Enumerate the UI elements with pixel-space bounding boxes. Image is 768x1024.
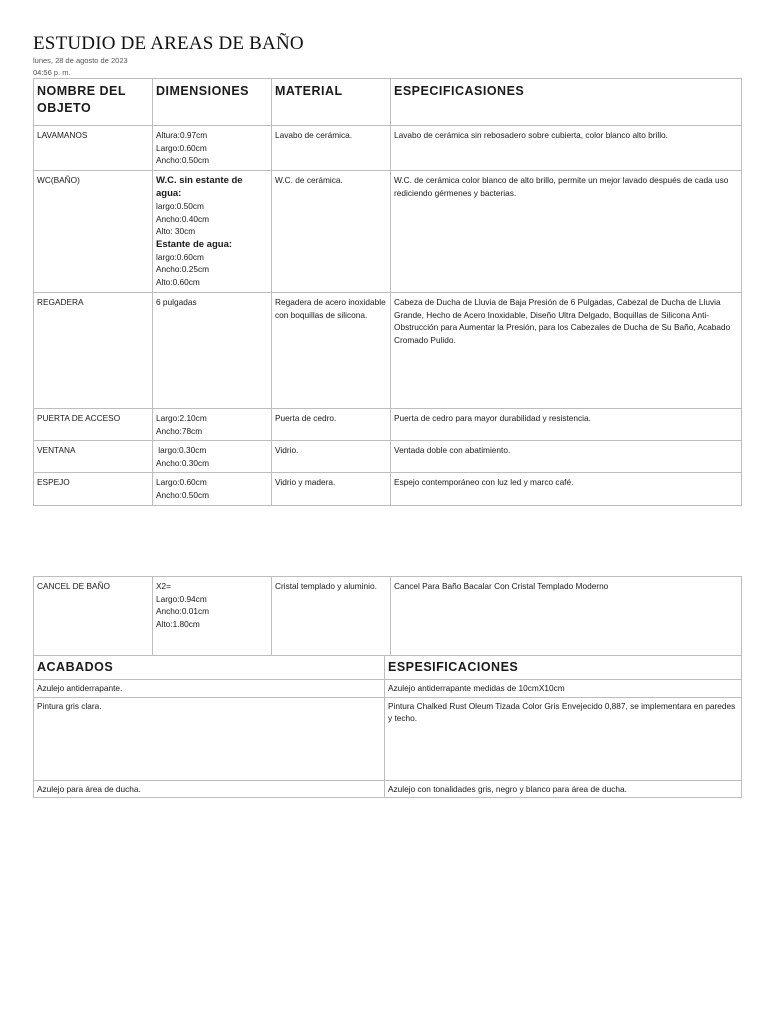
table-row (34, 441, 742, 473)
object-material: Lavabo de cerámica. (272, 126, 391, 171)
object-spec: Puerta de cedro para mayor durabilidad y resistencia. (391, 409, 742, 441)
object-dimensions (153, 473, 272, 506)
dimension-line: Largo:0.60cm (156, 477, 207, 487)
document-time: 04:56 p. m. (33, 68, 71, 77)
dimension-line: Largo:0.94cm (156, 593, 207, 604)
header-espesificaciones: ESPESIFICACIONES (385, 656, 742, 680)
object-name: VENTANA (34, 441, 153, 473)
header-acabados: ACABADOS (34, 656, 385, 680)
object-name: CANCEL DE BAÑO (34, 577, 153, 656)
object-name: ESPEJO (34, 473, 153, 506)
dimension-line: Alto:1.80cm (156, 618, 200, 629)
dimension-line: Largo:0.60cm (156, 142, 207, 153)
table-header-row (34, 79, 742, 126)
dimension-line: Altura:0.97cm (156, 130, 208, 140)
header-especificaciones: ESPECIFICASIONES (391, 79, 742, 126)
object-spec: Cabeza de Ducha de Lluvia de Baja Presión de 6 Pulgadas, Cabezal de Ducha de Lluvia Grande, Hecho de Acero Inoxidable, Diseño Ultra Delgado, Boquillas de Silicona Anti-Obstrucción para Aumentar la Presión, para los Cabezales de Ducha de Su Baño, Acabado Cromado Pulido. (391, 293, 742, 409)
acabado-spec: Azulejo con tonalidades gris, negro y blanco para área de ducha. (385, 780, 742, 798)
object-name: PUERTA DE ACCESO (34, 409, 153, 441)
table-row (34, 409, 742, 441)
object-name: WC(BAÑO) (34, 171, 153, 293)
dimension-line: largo:0.30cm (156, 445, 207, 455)
table-row (34, 577, 742, 656)
dimension-subheading: W.C. sin estante de agua: (156, 175, 243, 199)
dimension-line: Ancho:0.40cm (156, 213, 210, 224)
object-material: W.C. de cerámica. (272, 171, 391, 293)
table-row (34, 473, 742, 506)
objects-table (33, 78, 742, 506)
cancel-table (33, 576, 742, 656)
header-dimensiones: DIMENSIONES (153, 79, 272, 126)
dimension-line: X2= (156, 581, 171, 591)
table-row (34, 780, 742, 798)
acabado-spec: Azulejo antiderrapante medidas de 10cmX10cm (385, 680, 742, 698)
object-material: Cristal templado y aluminio. (272, 577, 391, 656)
table-row (34, 697, 742, 780)
object-dimensions (153, 171, 272, 293)
object-material: Vidrio y madera. (272, 473, 391, 506)
table-row (34, 126, 742, 171)
document-date: lunes, 28 de agosto de 2023 (33, 56, 128, 65)
dimension-line: Ancho:78cm (156, 425, 203, 436)
object-dimensions (153, 409, 272, 441)
object-spec: W.C. de cerámica color blanco de alto brillo, permite un mejor lavado después de cada uso rediciendo gérmenes y bacterias. (391, 171, 742, 293)
dimension-line: Ancho:0.50cm (156, 489, 210, 500)
object-material: Vidrio. (272, 441, 391, 473)
table-row (34, 293, 742, 409)
object-dimensions (153, 441, 272, 473)
acabado-name: Azulejo antiderrapante. (34, 680, 385, 698)
dimension-line: Ancho:0.25cm (156, 264, 210, 274)
acabado-name: Pintura gris clara. (34, 697, 385, 780)
document-title: ESTUDIO DE AREAS DE BAÑO (33, 33, 304, 54)
dimension-line: Ancho:0.30cm (156, 457, 210, 468)
object-spec: Espejo contemporáneo con luz led y marco café. (391, 473, 742, 506)
object-spec: Ventada doble con abatimiento. (391, 441, 742, 473)
table-row (34, 680, 742, 698)
acabado-spec: Pintura Chalked Rust Oleum Tizada Color Gris Envejecido 0,887, se implementara en paredes y techo. (385, 697, 742, 780)
object-material: Puerta de cedro. (272, 409, 391, 441)
object-spec: Cancel Para Baño Bacalar Con Cristal Templado Moderno (391, 577, 742, 656)
acabados-table (33, 655, 742, 798)
dimension-line: largo:0.50cm (156, 201, 204, 211)
header-material: MATERIAL (272, 79, 391, 126)
object-dimensions: 6 pulgadas (153, 293, 272, 409)
dimension-subheading: Estante de agua: (156, 238, 233, 250)
dimension-line: Ancho:0.01cm (156, 606, 210, 616)
dimension-line: Ancho:0.50cm (156, 155, 210, 165)
header-nombre: NOMBRE DEL OBJETO (34, 79, 153, 126)
dimension-line: Alto: 30cm (156, 226, 196, 236)
table-row (34, 171, 742, 293)
dimension-line: Largo:2.10cm (156, 413, 207, 423)
dimension-line: Alto:0.60cm (156, 276, 200, 287)
object-material: Regadera de acero inoxidable con boquillas de silicona. (272, 293, 391, 409)
object-dimensions (153, 577, 272, 656)
object-name: LAVAMANOS (34, 126, 153, 171)
table-header-row (34, 656, 742, 680)
object-name: REGADERA (34, 293, 153, 409)
dimension-line: largo:0.60cm (156, 251, 204, 262)
object-spec: Lavabo de cerámica sin rebosadero sobre cubierta, color blanco alto brillo. (391, 126, 742, 171)
acabado-name: Azulejo para área de ducha. (34, 780, 385, 798)
object-dimensions (153, 126, 272, 171)
